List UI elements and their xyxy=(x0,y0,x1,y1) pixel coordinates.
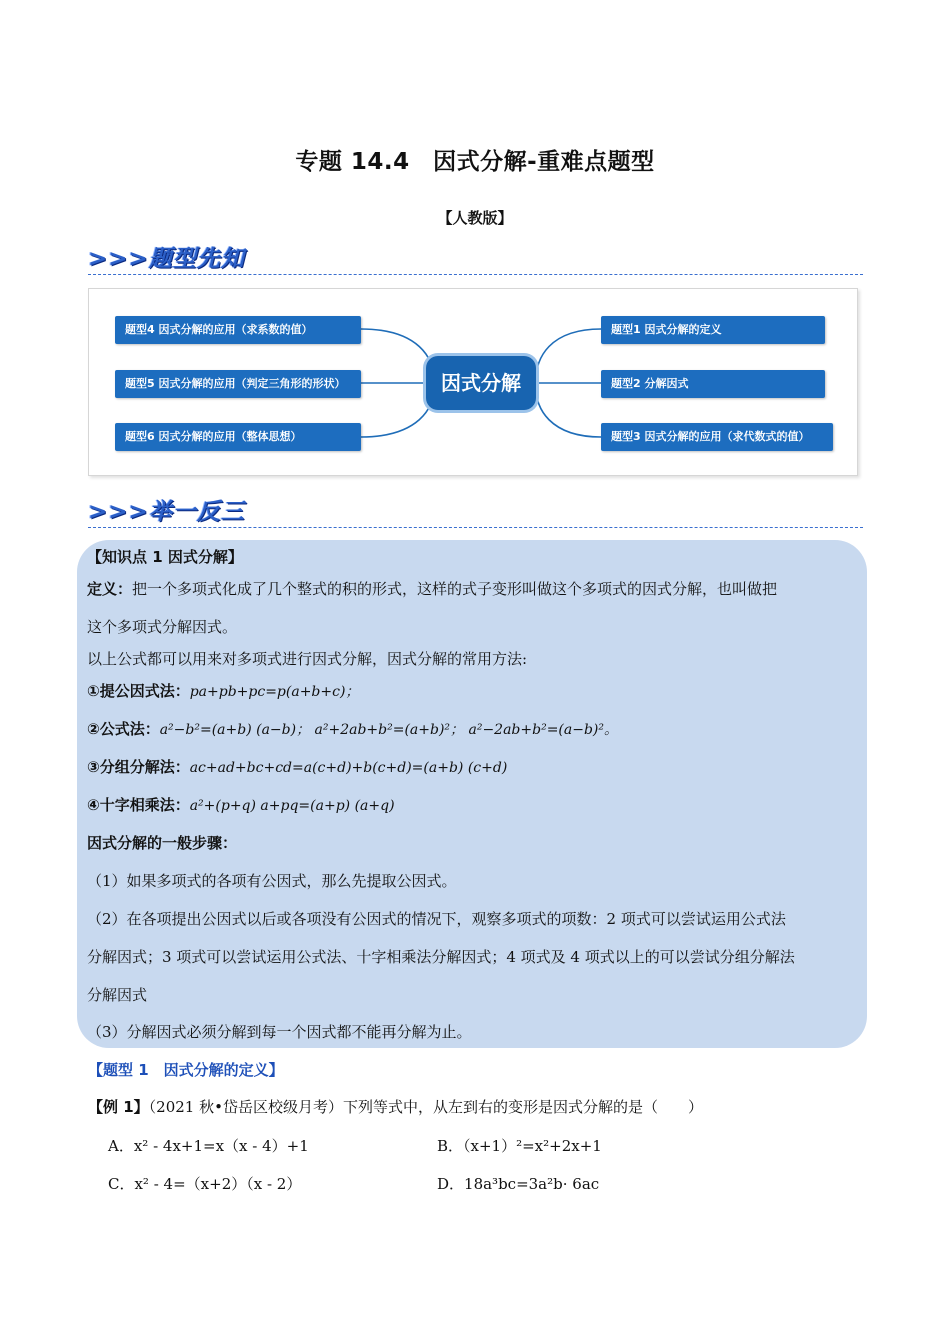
section-divider xyxy=(88,527,863,528)
option-b[interactable]: B．（x+1）²=x²+2x+1 xyxy=(437,1137,602,1155)
mindmap-node-type1: 题型1 因式分解的定义 xyxy=(601,316,825,344)
option-a[interactable]: A．x² - 4x+1=x（x - 4）+1 xyxy=(108,1137,309,1155)
definition-line-1 xyxy=(87,578,777,599)
section-practice-heading: >>>举一反三 xyxy=(88,499,245,525)
method-1 xyxy=(87,680,359,701)
page-title: 专题 14.4 因式分解-重难点题型 xyxy=(295,149,655,175)
example-question xyxy=(88,1096,703,1117)
method-label: ③分组分解法： xyxy=(87,758,190,776)
method-formula: pa+pb+pc=p(a+b+c)； xyxy=(189,684,360,700)
method-label: ②公式法： xyxy=(87,720,160,738)
definition-line-2: 这个多项式分解因式。 xyxy=(87,618,238,636)
step-line: （2）在各项提出公因式以后或各项没有公因式的情况下，观察多项式的项数：2 项式可以尝试运用公式法 xyxy=(87,910,786,928)
step-line: 分解因式 xyxy=(87,986,148,1004)
mindmap xyxy=(88,288,858,476)
method-label: ④十字相乘法： xyxy=(87,796,190,814)
mindmap-node-type6: 题型6 因式分解的应用（整体思想） xyxy=(115,423,361,451)
mindmap-node-type5: 题型5 因式分解的应用（判定三角形的形状） xyxy=(115,370,361,398)
step-line: （1）如果多项式的各项有公因式，那么先提取公因式。 xyxy=(87,872,457,890)
mindmap-node-type3: 题型3 因式分解的应用（求代数式的值） xyxy=(601,423,833,451)
knowledge-box xyxy=(77,540,867,1048)
method-formula: ac+ad+bc+cd=a(c+d)+b(c+d)=(a+b) (c+d) xyxy=(189,760,508,776)
method-formula: a²+(p+q) a+pq=(a+p) (a+q) xyxy=(189,798,395,814)
example-text: （2021 秋•岱岳区校级月考）下列等式中，从左到右的变形是因式分解的是（ ） xyxy=(148,1098,703,1116)
methods-intro: 以上公式都可以用来对多项式进行因式分解，因式分解的常用方法: xyxy=(87,650,528,668)
example-label: 【例 1】 xyxy=(88,1098,149,1116)
edition-label: 【人教版】 xyxy=(437,209,513,227)
method-4 xyxy=(87,794,395,815)
knowledge-heading: 【知识点 1 因式分解】 xyxy=(87,548,243,566)
type1-heading: 【题型 1 因式分解的定义】 xyxy=(88,1061,284,1079)
option-c[interactable]: C．x² - 4=（x+2）（x - 2） xyxy=(108,1175,302,1193)
option-d[interactable]: D．18a³bc=3a²b· 6ac xyxy=(437,1175,600,1193)
mindmap-center: 因式分解 xyxy=(426,356,536,410)
method-2 xyxy=(87,718,618,739)
definition-label: 定义： xyxy=(87,580,133,598)
method-3 xyxy=(87,756,507,777)
method-formula: a²−b²=(a+b) (a−b)； a²+2ab+b²=(a+b)²； a²−2ab+b²=(a−b)²。 xyxy=(159,722,619,738)
mindmap-node-type4: 题型4 因式分解的应用（求系数的值） xyxy=(115,316,361,344)
definition-text: 把一个多项式化成了几个整式的积的形式，这样的式子变形叫做这个多项式的因式分解，也叫做把 xyxy=(132,580,778,598)
section-overview-heading: >>>题型先知 xyxy=(88,246,245,272)
step-line: 分解因式；3 项式可以尝试运用公式法、十字相乘法分解因式；4 项式及 4 项式以上的可以尝试分组分解法 xyxy=(87,948,795,966)
step-line: （3）分解因式必须分解到每一个因式都不能再分解为止。 xyxy=(87,1023,472,1041)
mindmap-node-type2: 题型2 分解因式 xyxy=(601,370,825,398)
section-divider xyxy=(88,274,863,275)
steps-heading: 因式分解的一般步骤： xyxy=(87,834,238,852)
method-label: ①提公因式法： xyxy=(87,682,190,700)
